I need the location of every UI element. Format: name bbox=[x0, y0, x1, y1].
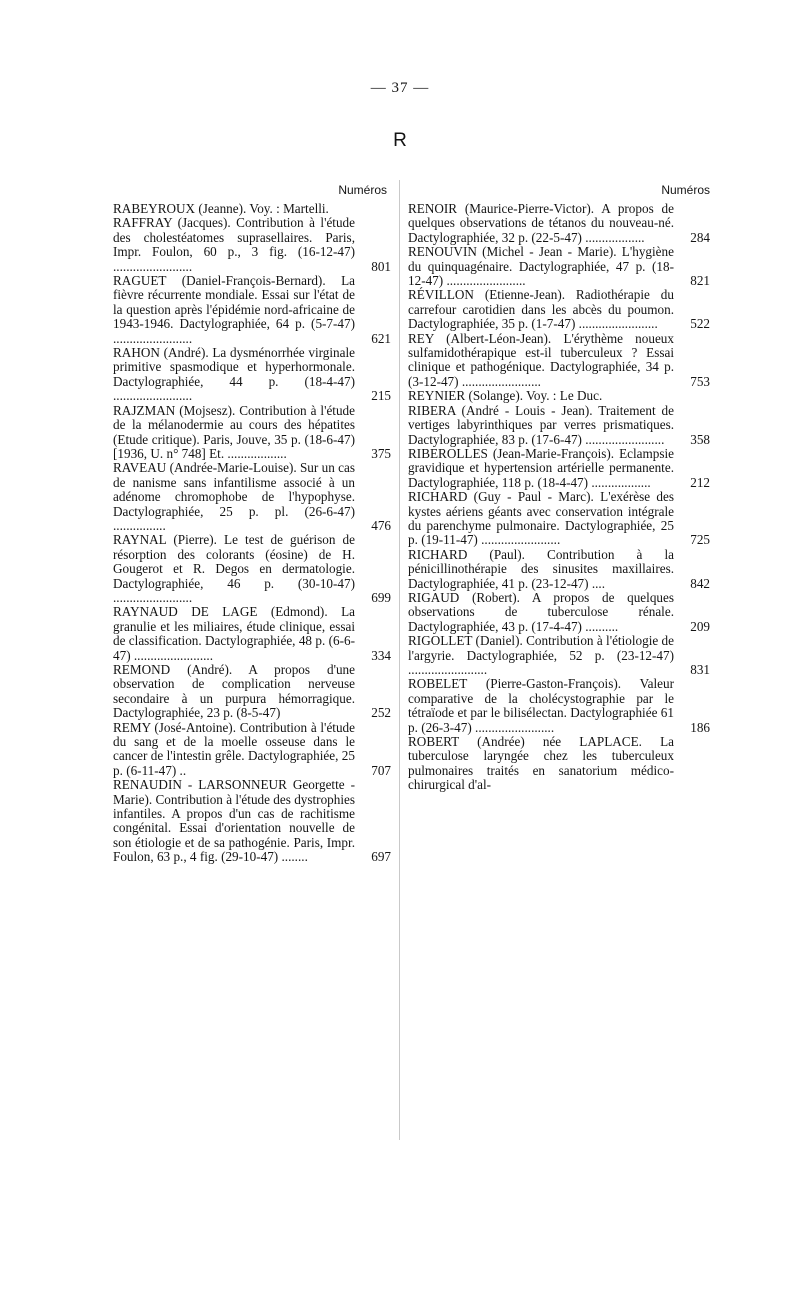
index-entry bbox=[408, 490, 710, 548]
entry-text: ROBELET (Pierre-Gaston-François). Valeur comparative de la cholécystographie par le tétraïode et par le bilisélectan. Dactylographiée 61 p. (26-3-47) ........................ bbox=[408, 676, 674, 735]
entry-text: RAFFRAY (Jacques). Contribution à l'étude des cholestéatomes suprasellaires. Paris, Impr. Foulon, 60 p., 3 fig. (16-12-47) ........................ bbox=[113, 215, 355, 274]
entry-number: 707 bbox=[371, 762, 391, 778]
column-divider bbox=[399, 180, 400, 1140]
index-entry bbox=[113, 202, 391, 216]
entry-text: RENAUDIN - LARSONNEUR Georgette - Marie). Contribution à l'étude des dystrophies infantiles. A propos d'un cas de rachitisme congénital. Essai d'orientation nouvelle de son étiologie et de sa pathogénie. Paris, Impr. Foulon, 63 p., 4 fig. (29-10-47) ........ bbox=[113, 777, 355, 865]
entry-number: 699 bbox=[371, 589, 391, 605]
entry-number: 375 bbox=[371, 445, 391, 461]
entry-number: 522 bbox=[690, 316, 710, 332]
entry-text: RAYNAUD DE LAGE (Edmond). La granulie et les miliaires, étude clinique, essai de classification. Dactylographiée, 48 p. (6-6-47) ........................ bbox=[113, 604, 355, 663]
entry-number: 476 bbox=[371, 517, 391, 533]
entry-number: 334 bbox=[371, 647, 391, 663]
index-entry bbox=[113, 461, 391, 533]
left-column bbox=[113, 180, 391, 1140]
entry-text: RIGOLLET (Daniel). Contribution à l'étiologie de l'argyrie. Dactylographiée, 52 p. (23-12-47) ........................ bbox=[408, 633, 674, 677]
index-entry bbox=[113, 346, 391, 404]
index-entry bbox=[113, 533, 391, 605]
index-entry bbox=[408, 404, 710, 447]
index-entry bbox=[113, 216, 391, 274]
entry-text: RABEYROUX (Jeanne). Voy. : Martelli. bbox=[113, 201, 329, 216]
entry-number: 697 bbox=[371, 849, 391, 865]
entry-number: 215 bbox=[371, 388, 391, 404]
index-entry bbox=[408, 202, 710, 245]
index-entry bbox=[113, 274, 391, 346]
index-entry bbox=[408, 591, 710, 634]
index-entry bbox=[113, 778, 391, 864]
entry-text: REYNIER (Solange). Voy. : Le Duc. bbox=[408, 388, 603, 404]
entry-text: RIBERA (André - Louis - Jean). Traitement de vertiges labyrinthiques par verres prismatiques. Dactylographiée, 83 p. (17-6-47) ........................ bbox=[408, 402, 674, 447]
entry-text: RENOUVIN (Michel - Jean - Marie). L'hygiène du quinquagénaire. Dactylographiée, 47 p. (18-12-47) ........................ bbox=[408, 244, 674, 289]
entry-number: 186 bbox=[690, 719, 710, 735]
entry-text: REMOND (André). A propos d'une observation de complication nerveuse secondaire à un purpura hémorragique. Dactylographiée, 23 p. (8-5-47) bbox=[113, 662, 355, 721]
page-number: — 37 — bbox=[370, 80, 430, 96]
left-column-heading: Numéros bbox=[338, 183, 387, 197]
entry-number: 212 bbox=[690, 474, 710, 490]
entry-number: 358 bbox=[690, 431, 710, 447]
entry-text: RICHARD (Paul). Contribution à la pénicillinothérapie des sinusites maxillaires. Dactylographiée, 41 p. (23-12-47) .... bbox=[408, 546, 674, 591]
entry-text: RIGAUD (Robert). A propos de quelques observations de tuberculose rénale. Dactylographiée, 43 p. (17-4-47) .......... bbox=[408, 589, 674, 634]
entry-number: 725 bbox=[690, 532, 710, 548]
index-entry bbox=[408, 634, 710, 677]
entry-text: RAHON (André). La dysménorrhée virginale primitive spasmodique et hyperhormonale. Dactylographiée, 44 p. (18-4-47) ........................ bbox=[113, 345, 355, 404]
entry-text: ROBERT (Andrée) née LAPLACE. La tuberculose laryngée chez les tuberculeux pulmonaires traités en sanatorium médico-chirurgical d'al- bbox=[408, 734, 674, 793]
right-column-heading: Numéros bbox=[661, 183, 710, 197]
index-entry bbox=[408, 389, 710, 403]
entry-number: 842 bbox=[690, 575, 710, 591]
entry-text: RENOIR (Maurice-Pierre-Victor). A propos de quelques observations de tétanos du nouveau-né. Dactylographiée, 32 p. (22-5-47) .................. bbox=[408, 201, 674, 245]
entry-text: RAJZMAN (Mojsesz). Contribution à l'étude de la mélanodermie au cours des hépatites (Etude critique). Paris, Jouve, 35 p. (18-6-47) [1936, U. n° 748] Et. .................. bbox=[113, 402, 355, 461]
index-entry bbox=[408, 288, 710, 331]
entry-number: 801 bbox=[371, 258, 391, 274]
entry-text: RAVEAU (Andrée-Marie-Louise). Sur un cas de nanisme sans infantilisme associé à un adénome chromophobe de l'hypophyse. Dactylographiée, 25 p. pl. (26-6-47) ................ bbox=[113, 460, 355, 533]
index-entry bbox=[113, 721, 391, 779]
entry-number: 252 bbox=[371, 705, 391, 721]
entry-text: REY (Albert-Léon-Jean). L'érythème noueux sulfamidothérapique est-il tuberculeux ? Essai clinique et pathogénique. Dactylographiée, 34 p. (3-12-47) ........................ bbox=[408, 330, 674, 389]
entry-text: RAYNAL (Pierre). Le test de guérison de résorption des colorants (éosine) de H. Gougerot et R. Degos en dermatologie. Dactylographiée, 46 p. (30-10-47) ........................ bbox=[113, 532, 355, 605]
index-entry bbox=[408, 447, 710, 490]
index-entry bbox=[408, 332, 710, 390]
index-entry bbox=[408, 548, 710, 591]
index-entry bbox=[113, 404, 391, 462]
entry-text: RAGUET (Daniel-François-Bernard). La fièvre récurrente mondiale. Essai sur l'état de la question après l'épidémie nord-africaine de 1943-1946. Dactylographiée, 64 p. (5-7-47) ........................ bbox=[113, 273, 355, 346]
entry-number: 753 bbox=[690, 373, 710, 389]
entry-number: 621 bbox=[371, 330, 391, 346]
entry-text: RÉVILLON (Etienne-Jean). Radiothérapie du carrefour carotidien dans les abcès du poumon. Dactylographiée, 35 p. (1-7-47) ........................ bbox=[408, 287, 674, 332]
entry-number: 284 bbox=[690, 229, 710, 245]
entry-number: 821 bbox=[690, 273, 710, 289]
entry-number: 209 bbox=[690, 618, 710, 634]
entry-number: 831 bbox=[690, 662, 710, 677]
right-column bbox=[408, 180, 710, 1140]
index-entry bbox=[408, 677, 710, 735]
index-entry bbox=[408, 735, 710, 793]
section-letter: R bbox=[393, 130, 407, 151]
entry-text: RIBEROLLES (Jean-Marie-François). Eclampsie gravidique et hypertension artérielle permanente. Dactylographiée, 118 p. (18-4-47) .................. bbox=[408, 445, 674, 490]
index-entry bbox=[113, 663, 391, 721]
entry-text: RICHARD (Guy - Paul - Marc). L'exérèse des kystes aériens géants avec conservation intégrale du parenchyme pulmonaire. Dactylographiée, 25 p. (19-11-47) ........................ bbox=[408, 489, 674, 548]
index-entry bbox=[408, 245, 710, 288]
entry-text: REMY (José-Antoine). Contribution à l'étude du sang et de la moelle osseuse dans le cancer de l'intestin grêle. Dactylographiée, 25 p. (6-11-47) .. bbox=[113, 719, 355, 778]
index-entry bbox=[113, 605, 391, 663]
